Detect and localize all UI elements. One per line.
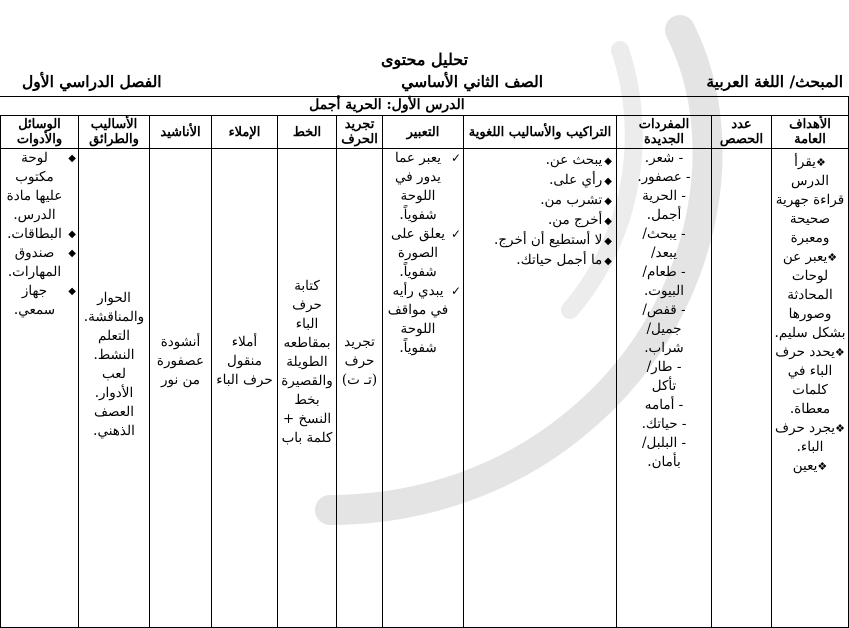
grade-label: الصف الثاني الأساسي (401, 72, 543, 91)
list-item: - شعر. (644, 150, 684, 166)
content-analysis-table (0, 96, 849, 628)
list-item: - أمامه (644, 397, 684, 413)
list-item: - يبحث/ (642, 226, 686, 242)
header-vocab: المفردات الجديدة (617, 116, 712, 149)
expression-cell (383, 149, 464, 628)
header-abstraction: تجريد الحرف (337, 116, 383, 149)
list-item: ◆ يبحث عن. (466, 151, 612, 171)
list-item: - البلبل/ (641, 435, 687, 451)
list-item: بأمان. (647, 454, 681, 470)
media-list (3, 149, 76, 320)
list-item: ✓ يعبر عما يدور في اللوحة شفوياً. (385, 149, 461, 225)
list-item: ❖ يحدد حرف الباء في كلمات معطاة. (774, 343, 846, 419)
list-item: ◆ رأي على. (466, 171, 612, 191)
goals-cell (772, 149, 849, 628)
header-notes (0, 116, 1, 149)
media-cell (1, 149, 79, 628)
header-expression: التعبير (383, 116, 464, 149)
list-item: ❖ يجرد حرف الباء. (774, 419, 846, 457)
header-goals: الأهداف العامة (772, 116, 849, 149)
expression-list (385, 149, 461, 358)
goals-list (774, 153, 846, 476)
list-item: - الحرية (642, 188, 686, 204)
list-item: ◆ لوحة مكتوب عليها مادة الدرس. (3, 149, 76, 225)
list-item: شراب. (644, 340, 684, 356)
list-item: - طعام/ (642, 264, 686, 280)
structures-list (466, 151, 612, 271)
list-item: تأكل (651, 378, 677, 394)
songs-cell: أنشودة عصفورة من نور (150, 149, 212, 628)
header-handwriting: الخط (278, 116, 337, 149)
list-item: ❖ يقرأ الدرس قراءة جهرية صحيحة ومعبرة (774, 153, 846, 248)
structures-cell (464, 149, 617, 628)
handwriting-cell: كتابة حرف الباء بمقاطعه الطويلة والقصيرة بخط النسخ + كلمة باب (278, 149, 337, 628)
periods-cell (712, 149, 772, 628)
methods-cell: الحوار والمناقشة. التعلم النشط. لعب الأدوار. العصف الذهني. (79, 149, 150, 628)
abstraction-cell: تجريد حرف (تـ ت) (337, 149, 383, 628)
header-periods: عدد الحصص (712, 116, 772, 149)
list-item: ◆ ما أجمل حياتك. (466, 251, 612, 271)
list-item: ◆ صندوق المهارات. (3, 244, 76, 282)
list-item: البيوت. (644, 283, 684, 299)
list-item: - عصفور. (637, 169, 691, 185)
list-item: - حياتك. (641, 416, 687, 432)
list-item: ◆ لا أستطيع أن أخرج. (466, 231, 612, 251)
list-item: أجمل. (646, 207, 682, 223)
list-item: - طار/ (646, 359, 682, 375)
list-item: ❖ يعبر عن لوحات المحادثة وصورها بشكل سليم. (774, 248, 846, 343)
dictation-cell: أملاء منقول حرف الباء (212, 149, 278, 628)
list-item: ◆ تشرب من. (466, 191, 612, 211)
list-item: ◆ أخرج من. (466, 211, 612, 231)
header-songs: الأناشيد (150, 116, 212, 149)
list-item: ✓ يعلق على الصورة شفوياً. (385, 225, 461, 282)
list-item: يبعد/ (651, 245, 677, 261)
list-item: - قفص/ (642, 302, 686, 318)
lesson-title: الدرس الأول: الحرية أجمل (0, 97, 849, 116)
subject-label: المبحث/ اللغة العربية (706, 72, 843, 91)
header-methods: الأساليب والطرائق (79, 116, 150, 149)
vocab-list (619, 149, 709, 472)
list-item: جميل/ (646, 321, 682, 337)
header-info (22, 72, 843, 94)
notes-cell (0, 149, 1, 628)
vocab-cell (617, 149, 712, 628)
page-title: تحليل محتوى (380, 50, 469, 69)
list-item: ◆ جهاز سمعي. (3, 282, 76, 320)
list-item: ✓ يبدي رأيه في مواقف اللوحة شفوياً. (385, 282, 461, 358)
header-structures: التراكيب والأساليب اللغوية (464, 116, 617, 149)
header-media: الوسائل والأدوات (1, 116, 79, 149)
header-dictation: الإملاء (212, 116, 278, 149)
term-label: الفصل الدراسي الأول (22, 72, 162, 91)
list-item: ◆ البطاقات. (3, 225, 76, 244)
list-item: ❖ يعين (774, 457, 846, 476)
